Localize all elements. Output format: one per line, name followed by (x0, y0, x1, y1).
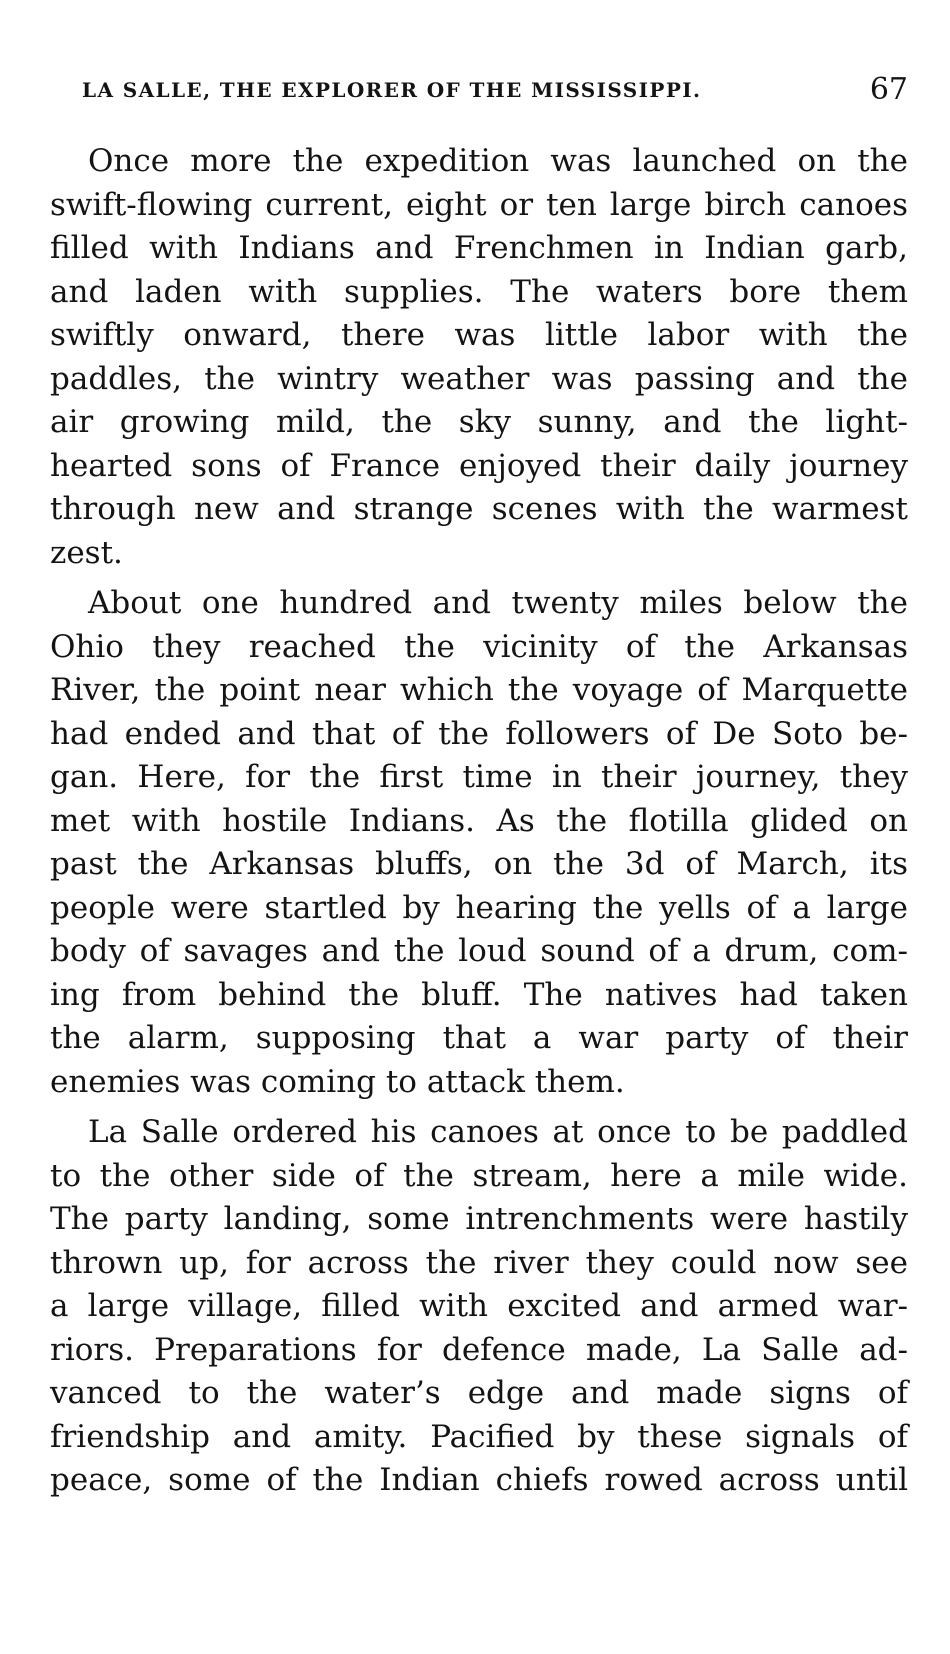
text-line: the alarm, supposing that a war party of their (50, 1020, 908, 1056)
paragraph-1 (50, 140, 908, 575)
text-line: body of savages and the loud sound of a drum, com- (50, 933, 908, 969)
text-line: and laden with supplies. The waters bore them (50, 273, 908, 310)
running-title: LA SALLE, THE EXPLORER OF THE MISSISSIPPI. (82, 78, 702, 102)
text-line: hearted sons of France enjoyed their daily journey (50, 447, 908, 484)
text-line: ing from behind the bluff. The natives had taken (50, 976, 908, 1013)
text-line: people were startled by hearing the yells of a large (50, 889, 908, 926)
text-line: a large village, filled with excited and armed war- (50, 1288, 908, 1324)
text-line: swiftly onward, there was little labor with the (50, 317, 908, 353)
body-text (50, 140, 908, 1510)
paragraph-2 (50, 582, 908, 1104)
text-line: gan. Here, for the first time in their journey, they (50, 759, 908, 795)
text-line: La Salle ordered his canoes at once to be paddled (88, 1114, 908, 1150)
text-line: past the Arkansas bluffs, on the 3d of March, its (50, 846, 908, 882)
text-line: air growing mild, the sky sunny, and the light- (50, 404, 908, 440)
text-line: friendship and amity. Pacified by these signals of (50, 1418, 908, 1455)
text-line: zest. (50, 534, 123, 571)
text-line: filled with Indians and Frenchmen in Indian garb, (50, 230, 908, 266)
text-line: The party landing, some intrenchments were hastily (50, 1201, 908, 1237)
text-line: had ended and that of the followers of De Soto be- (50, 715, 908, 752)
paragraph-3 (50, 1111, 908, 1503)
text-line: thrown up, for across the river they could now see (50, 1244, 908, 1281)
text-line: River, the point near which the voyage of Marquette (50, 672, 908, 708)
running-head (50, 72, 908, 112)
text-line: paddles, the wintry weather was passing and the (50, 360, 908, 397)
text-line: About one hundred and twenty miles below the (88, 585, 908, 621)
page-number: 67 (869, 72, 908, 107)
text-line: to the other side of the stream, here a mile wide. (50, 1157, 908, 1194)
text-line: riors. Preparations for defence made, La Salle ad- (50, 1331, 908, 1368)
text-line: met with hostile Indians. As the flotilla glided on (50, 802, 908, 839)
text-line: through new and strange scenes with the warmest (50, 491, 908, 527)
text-line: Ohio they reached the vicinity of the Arkansas (50, 628, 908, 665)
text-line: Once more the expedition was launched on the (88, 143, 908, 179)
text-line: enemies was coming to attack them. (50, 1063, 625, 1100)
text-line: peace, some of the Indian chiefs rowed across until (50, 1462, 908, 1498)
text-line: vanced to the water’s edge and made signs of (50, 1375, 908, 1411)
text-line: swift-flowing current, eight or ten large birch canoes (50, 186, 908, 223)
